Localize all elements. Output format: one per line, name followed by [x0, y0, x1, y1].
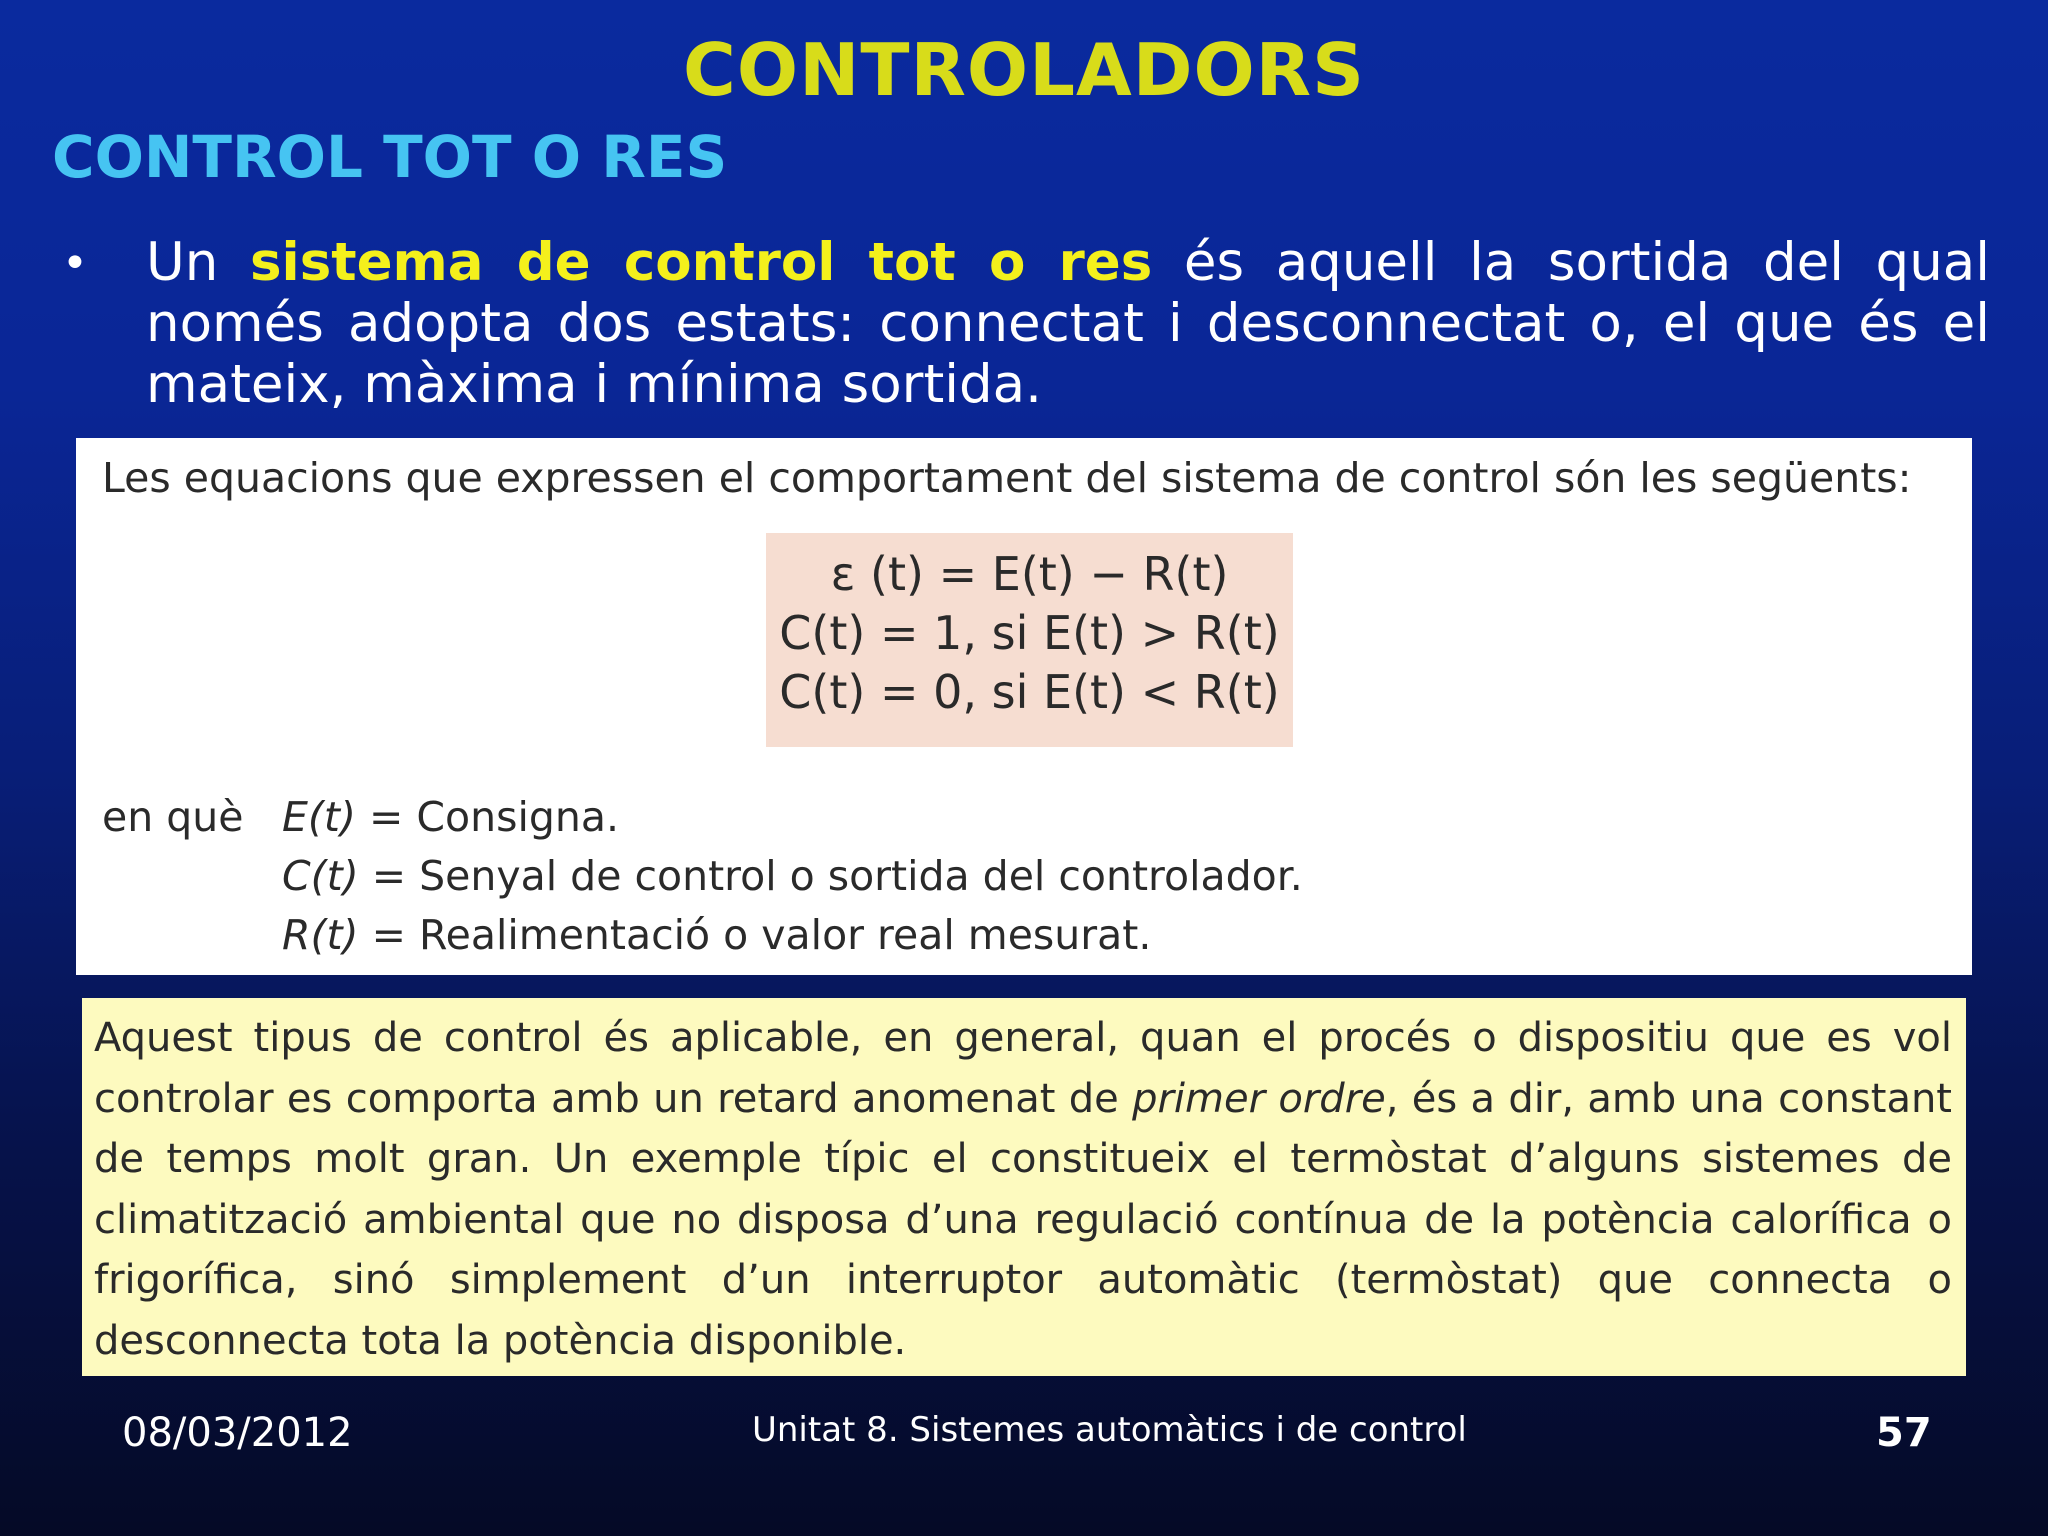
definition-meaning: = Realimentació o valor real mesurat.: [371, 911, 1152, 959]
bullet-paragraph: [146, 232, 1990, 415]
equation-error: ε (t) = E(t) − R(t): [830, 547, 1229, 601]
bullet-highlight: sistema de control tot o res: [250, 232, 1153, 293]
section-subtitle: CONTROL TOT O RES: [52, 123, 728, 191]
page-number: 57: [1876, 1410, 1932, 1456]
equations-box: [766, 533, 1293, 747]
definition-row: [282, 793, 619, 841]
definition-symbol: R(t): [282, 911, 359, 959]
equations-intro: Les equacions que expressen el comportament del sistema de control són les següents:: [102, 454, 1912, 502]
bullet-marker: •: [62, 238, 88, 289]
footer-date: 08/03/2012: [122, 1410, 353, 1456]
bullet-text-after: és aquell la sortida del qual només adopta dos estats: connectat i desconnectat o, el que és el mateix, màxima i mínima sortida.: [146, 232, 1990, 415]
equations-panel: [76, 438, 1972, 975]
bullet-text-before: Un: [146, 232, 250, 293]
note-text-before: Aquest tipus de control és aplicable, en general, quan el procés o dispositiu que es vol controlar es comporta amb un retard anomenat de: [94, 1015, 1952, 1122]
definition-meaning: = Senyal de control o sortida del controlador.: [371, 852, 1303, 900]
note-text-after: , és a dir, amb una constant de temps molt gran. Un exemple típic el constitueix el termòstat d’alguns sistemes de climatització ambiental que no disposa d’una regulació contínua de la potència calorífica o frigorífica, sinó simplement d’un interruptor automàtic (termòstat) que connecta o desconnecta tota la potència disponible.: [94, 1075, 1952, 1364]
equation-off: C(t) = 0, si E(t) < R(t): [779, 665, 1280, 719]
definition-row: [282, 852, 1303, 900]
note-panel: [82, 998, 1966, 1376]
slide-title: CONTROLADORS: [683, 28, 1365, 112]
definition-symbol: E(t): [282, 793, 356, 841]
note-paragraph: [94, 1008, 1952, 1371]
equation-on: C(t) = 1, si E(t) > R(t): [779, 606, 1280, 660]
footer-unit-title: Unitat 8. Sistemes automàtics i de control: [752, 1410, 1467, 1450]
note-italic-term: primer ordre: [1132, 1075, 1386, 1122]
definition-meaning: = Consigna.: [369, 793, 620, 841]
where-label: en què: [102, 793, 244, 841]
definition-symbol: C(t): [282, 852, 359, 900]
definition-row: [282, 911, 1151, 959]
